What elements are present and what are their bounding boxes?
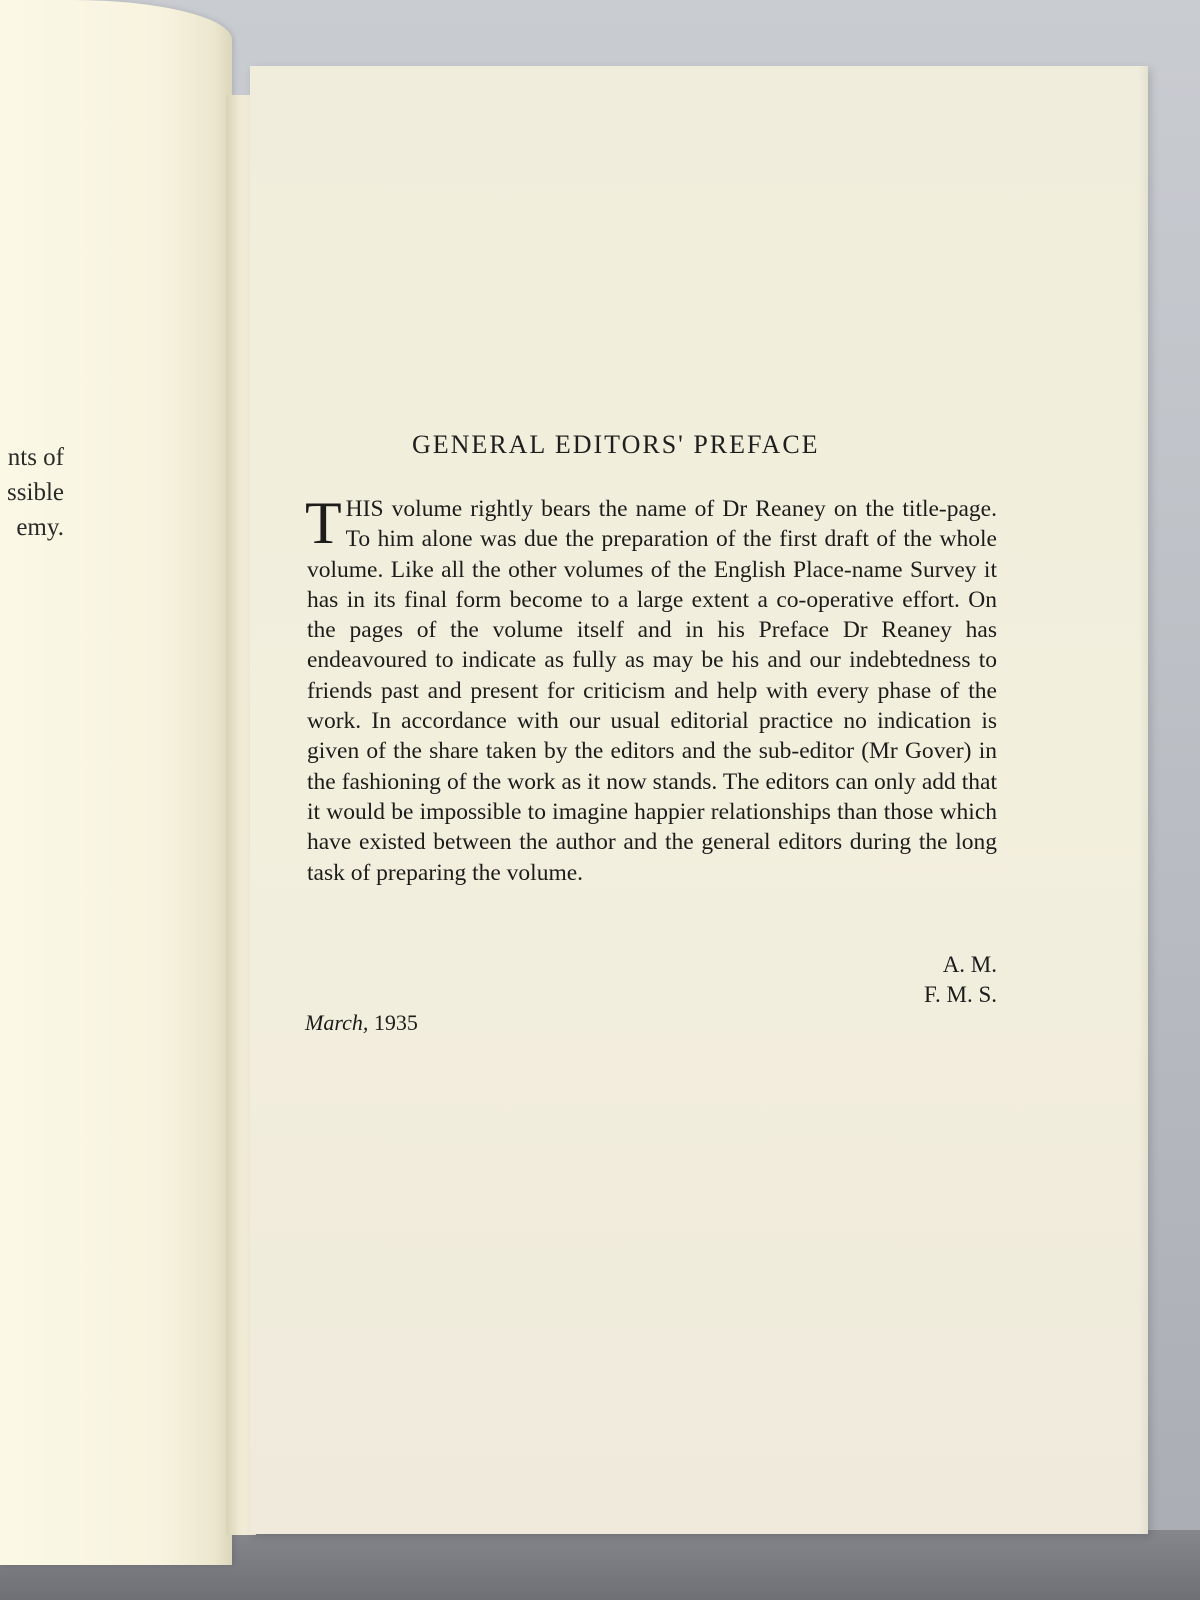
left-page — [0, 0, 232, 1565]
signatures — [860, 950, 997, 1010]
page-edge — [1138, 66, 1148, 1534]
left-page-line: nts of — [7, 444, 64, 471]
signature-initials: F. M. S. — [924, 982, 997, 1007]
date-month: March, — [305, 1010, 369, 1035]
left-page-line: ssible — [7, 479, 64, 506]
first-word: HIS — [345, 496, 384, 522]
left-page-text — [0, 440, 70, 545]
page-title: GENERAL EDITORS' PREFACE — [412, 430, 820, 459]
date-year: 1935 — [373, 1010, 418, 1035]
left-page-line: emy. — [16, 514, 64, 541]
preface-body — [305, 490, 997, 888]
signature-initials: A. M. — [942, 952, 997, 977]
drop-cap: T — [305, 490, 342, 556]
preface-date — [305, 1010, 418, 1036]
preface-paragraph: volume rightly bears the name of Dr Reaney on the title-page. To him alone was due the preparation of the first draft of the whole volume. Like all the other volumes of the English Place-name Survey it has in its final form become to a large extent a co-operative effort. On the pages of the volume itself and in his Preface Dr Reaney has endeavoured to indicate as fully as may be his and our indebtedness to friends past and present for criticism and help with every phase of the work. In accordance with our usual editorial practice no indication is given of the share taken by the editors and the sub-editor (Mr Gover) in the fashioning of the work as it now stands. The editors can only add that it would be impossible to imagine happier relationships than those which have existed between the author and the general editors during the long task of preparing the volume. — [307, 496, 997, 886]
